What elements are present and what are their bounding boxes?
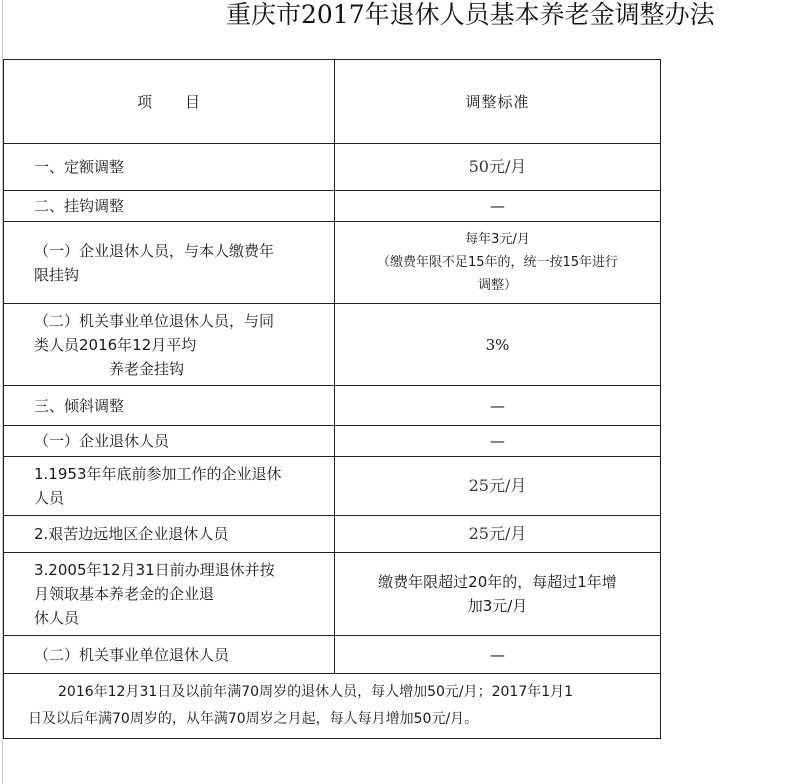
- row-standard-line: 加3元/月: [467, 597, 528, 615]
- header-standard: 调整标准: [335, 60, 661, 144]
- note-row: [4, 674, 661, 739]
- row-item-line: 养老金挂钩: [109, 359, 185, 378]
- row-standard: —: [335, 191, 661, 222]
- row-item-line: （二）机关事业单位退休人员，与同: [34, 311, 275, 330]
- table-row: [4, 191, 661, 222]
- table-row: [4, 516, 661, 553]
- table-row: [4, 457, 661, 516]
- row-item-line: 限挂钩: [34, 265, 80, 284]
- row-standard-line: 缴费年限超过20年的，每超过1年增: [378, 573, 617, 591]
- row-standard: 50元/月: [335, 144, 661, 191]
- row-item-line: 人员: [34, 489, 65, 507]
- table-row: [4, 386, 661, 426]
- row-item: 二、挂钩调整: [4, 191, 335, 222]
- row-item: 一、定额调整: [4, 144, 335, 191]
- row-item-line: 3.2005年12月31日前办理退休并按: [34, 561, 275, 579]
- row-standard: —: [335, 636, 661, 674]
- table-row: [4, 553, 661, 636]
- row-standard: —: [335, 426, 661, 457]
- table-row: [4, 304, 661, 386]
- row-item: [4, 457, 335, 516]
- row-standard: [335, 553, 661, 636]
- row-standard: [335, 222, 661, 304]
- row-item: 三、倾斜调整: [4, 386, 335, 426]
- row-standard: 25元/月: [335, 516, 661, 553]
- row-standard-line: （缴费年限不足15年的，统一按15年进行: [376, 255, 619, 270]
- note-line: 2016年12月31日及以前年满70周岁的退休人员，每人增加50元/月；2017年1月1: [58, 684, 574, 700]
- row-item-line: 月领取基本养老金的企业退: [34, 585, 215, 603]
- row-item-line: 休人员: [34, 609, 80, 627]
- row-item: （一）企业退休人员: [4, 426, 335, 457]
- row-item: 2.艰苦边远地区企业退休人员: [4, 516, 335, 553]
- row-item-line: 1.1953年年底前参加工作的企业退休: [34, 465, 282, 483]
- table-row: [4, 426, 661, 457]
- row-item: [4, 304, 335, 386]
- table-header-row: [4, 60, 661, 144]
- header-item: 项 目: [4, 60, 335, 144]
- note-cell: [4, 674, 661, 739]
- table-row: [4, 144, 661, 191]
- row-standard-line: 调整）: [477, 278, 517, 293]
- row-item: [4, 553, 335, 636]
- table-row: [4, 222, 661, 304]
- adjustment-table: [3, 59, 661, 739]
- note-line: 日及以后年满70周岁的，从年满70周岁之月起，每人每月增加50元/月。: [28, 711, 479, 727]
- row-item-line: （一）企业退休人员，与本人缴费年: [34, 241, 275, 260]
- row-standard: 25元/月: [335, 457, 661, 516]
- document-title: 重庆市2017年退休人员基本养老金调整办法: [226, 0, 715, 29]
- row-standard: —: [335, 386, 661, 426]
- row-standard: 3%: [335, 304, 661, 386]
- row-standard-line: 每年3元/月: [465, 232, 530, 247]
- table-row: [4, 636, 661, 674]
- row-item-line: 类人员2016年12月平均: [34, 335, 197, 354]
- row-item: （二）机关事业单位退休人员: [4, 636, 335, 674]
- row-item: [4, 222, 335, 304]
